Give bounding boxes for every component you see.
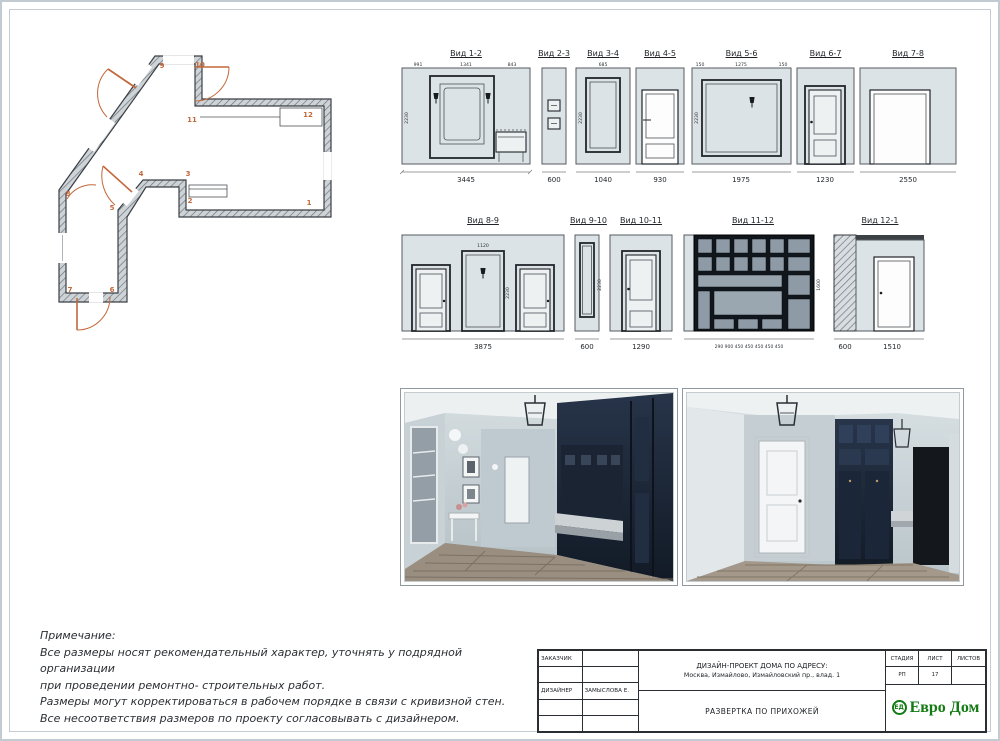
plan-marker: 5 (109, 204, 115, 212)
dimension-label: 2230 (695, 112, 700, 124)
designer-name: ЗАМЫСЛОВА Е. (583, 683, 638, 699)
elevation-view-7-8 (858, 48, 958, 190)
plan-marker: 2 (187, 197, 193, 205)
dimension-label: 1275 (735, 63, 747, 68)
elevation-view-4-5 (634, 48, 686, 190)
elevation-view-3-4 (574, 48, 632, 190)
elevation-view-10-11 (608, 215, 674, 357)
project-address: Москва, Измайлово, Измайловский пр., влад. 1 (683, 672, 841, 679)
notes-block (40, 628, 540, 727)
sheet-title: РАЗВЕРТКА ПО ПРИХОЖЕЙ (705, 706, 819, 716)
eurodom-logo-icon: ЕД (892, 700, 907, 715)
elevation-drawing (830, 227, 930, 353)
title-block (537, 649, 987, 733)
dimension-label: 3875 (474, 343, 492, 351)
project-title: ДИЗАЙН-ПРОЕКТ ДОМА ПО АДРЕСУ: (696, 662, 828, 670)
plan-marker: 7 (67, 286, 73, 294)
plan-marker: 4 (138, 170, 144, 178)
dimension-label: 2550 (899, 176, 917, 184)
notes-line: Все несоответствия размеров по проекту согласовывать с дизайнером. (40, 711, 460, 725)
notes-line: при проведении ремонтно- строительных работ. (40, 678, 326, 692)
dimension-label: 930 (653, 176, 667, 184)
notes-title: Примечание: (40, 629, 116, 642)
elevation-view-11-12 (682, 215, 824, 357)
empty-cell (539, 716, 582, 731)
elevation-title: Вид 9-10 (570, 216, 607, 225)
sheet-label: ЛИСТ (919, 651, 952, 667)
elevation-view-9-10 (570, 215, 607, 357)
elevation-title: Вид 5-6 (725, 49, 758, 58)
elevation-drawing (400, 227, 566, 353)
elevation-view-1-2 (400, 48, 532, 190)
dimension-label: 1290 (632, 343, 650, 351)
dimension-label: 150 (778, 63, 788, 68)
dimension-label: 685 (598, 63, 608, 68)
designer-label: ДИЗАЙНЕР (539, 683, 582, 699)
elevation-drawing (682, 227, 824, 353)
dimension-label: 3445 (457, 176, 475, 184)
sheets-value (952, 667, 985, 683)
elevation-title: Вид 1-2 (450, 49, 482, 58)
elevation-drawing (574, 60, 632, 186)
elevation-title: Вид 7-8 (892, 49, 924, 58)
notes-line: Размеры могут корректироваться в рабочем порядке в связи с кривизной стен. (40, 695, 506, 708)
elevation-title: Вид 10-11 (619, 216, 662, 225)
dimension-label: 1600 (817, 279, 822, 291)
elevation-title: Вид 6-7 (809, 49, 842, 58)
stage-label: СТАДИЯ (886, 651, 919, 667)
dimension-label: 2230 (598, 279, 603, 291)
plan-marker: 8 (65, 190, 71, 198)
elevation-title: Вид 11-12 (731, 216, 774, 225)
empty-cell (583, 667, 638, 683)
eurodom-logo (886, 685, 985, 731)
elevation-view-2-3 (538, 48, 570, 190)
elevation-drawing (608, 227, 674, 353)
elevation-drawing (400, 60, 532, 186)
title-block-center (639, 651, 886, 731)
eurodom-logo-text: Евро Дом (909, 698, 980, 716)
plan-marker: 6 (109, 286, 115, 294)
floor-plan (37, 37, 347, 347)
sheets-label: ЛИСТОВ (952, 651, 985, 667)
elevation-drawing (538, 60, 570, 186)
dimension-label: 991 (413, 63, 423, 68)
elevation-title: Вид 8-9 (467, 216, 499, 225)
dimension-label: 600 (838, 343, 852, 351)
plan-marker: 1 (306, 199, 312, 207)
notes-line: Все размеры носят рекомендательный характер, уточнять у подрядной организации (40, 645, 463, 675)
dimension-label: 1341 (460, 63, 472, 68)
elevation-view-8-9 (400, 215, 566, 357)
elevation-drawing (858, 60, 958, 186)
dimension-label: 600 (547, 176, 561, 184)
elevation-drawing (690, 60, 793, 186)
customer-value (583, 651, 638, 667)
empty-cell (583, 716, 638, 731)
plan-marker: 3 (185, 170, 191, 178)
dimension-label: 2230 (506, 287, 511, 299)
dimension-label: 1120 (477, 244, 489, 249)
elevation-view-12-1 (830, 215, 930, 357)
plan-marker: 9 (159, 62, 165, 70)
empty-cell (539, 700, 582, 716)
empty-cell (539, 667, 582, 683)
dimension-label: 1230 (816, 176, 834, 184)
title-block-left (539, 651, 639, 731)
dimension-label: 2230 (579, 112, 584, 124)
plan-marker: 12 (303, 111, 313, 119)
render-left-image (404, 392, 674, 582)
plan-walls (59, 56, 331, 302)
elevation-view-6-7 (795, 48, 856, 190)
elevation-drawing (634, 60, 686, 186)
dimension-label: 1040 (594, 176, 612, 184)
dimension-label: 2230 (405, 112, 410, 124)
elevation-title: Вид 3-4 (587, 49, 619, 58)
customer-label: ЗАКАЗЧИК (539, 651, 582, 667)
dimension-label: 290 900 450 450 450 450 450 (714, 345, 784, 350)
stage-value: РП (886, 667, 919, 683)
dimension-label: 150 (695, 63, 705, 68)
plan-marker: 11 (187, 116, 197, 124)
elevation-title: Вид 12-1 (861, 216, 899, 225)
plan-marker: 10 (195, 61, 205, 69)
elevation-title: Вид 2-3 (538, 49, 570, 58)
render-right-image (686, 392, 960, 582)
dimension-label: 1510 (883, 343, 901, 351)
dimension-label: 1975 (732, 176, 750, 184)
dimension-label: 843 (507, 63, 517, 68)
elevation-drawing (570, 227, 604, 353)
sheet-value: 17 (919, 667, 952, 683)
dimension-label: 600 (580, 343, 594, 351)
render-right (682, 388, 964, 586)
elevation-drawing (795, 60, 856, 186)
title-block-right (886, 651, 985, 731)
render-left (400, 388, 678, 586)
elevation-view-5-6 (690, 48, 793, 190)
elevation-title: Вид 4-5 (644, 49, 676, 58)
empty-cell (583, 700, 638, 716)
